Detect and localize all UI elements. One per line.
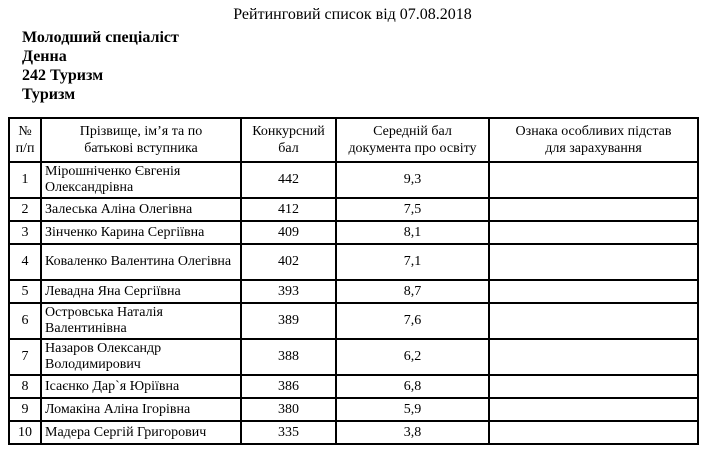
special-grounds-cell (489, 303, 698, 339)
header-line: № (18, 124, 32, 139)
program-form: Денна (22, 48, 67, 65)
special-grounds-cell (489, 339, 698, 375)
col-header-name (41, 118, 241, 162)
average-score-cell: 8,7 (336, 280, 489, 303)
special-grounds-cell (489, 162, 698, 198)
applicant-name-cell: Ісаєнко Дар`я Юріївна (41, 375, 241, 398)
competitive-score-cell: 412 (241, 198, 336, 221)
table-header-row (9, 118, 698, 162)
competitive-score-cell: 442 (241, 162, 336, 198)
page-title: Рейтинговий список від 07.08.2018 (233, 6, 472, 23)
competitive-score-cell: 393 (241, 280, 336, 303)
special-grounds-cell (489, 375, 698, 398)
header-line: Прізвище, ім’я та по (79, 124, 203, 139)
col-header-special-grounds (489, 118, 698, 162)
table-row (9, 280, 698, 303)
applicant-name-cell: Назаров Олександр Володимирович (41, 339, 241, 375)
competitive-score-cell: 388 (241, 339, 336, 375)
table-row (9, 375, 698, 398)
header-line: документа про освіту (348, 141, 477, 156)
row-number-cell: 10 (9, 421, 41, 444)
average-score-cell: 7,5 (336, 198, 489, 221)
table-row (9, 244, 698, 280)
table-row (9, 162, 698, 198)
special-grounds-cell (489, 421, 698, 444)
header-line: бал (278, 141, 299, 156)
competitive-score-cell: 409 (241, 221, 336, 244)
row-number-cell: 2 (9, 198, 41, 221)
table-row (9, 198, 698, 221)
row-number-cell: 1 (9, 162, 41, 198)
average-score-cell: 8,1 (336, 221, 489, 244)
competitive-score-cell: 380 (241, 398, 336, 421)
average-score-cell: 3,8 (336, 421, 489, 444)
row-number-cell: 7 (9, 339, 41, 375)
applicant-name-cell: Залеська Аліна Олегівна (41, 198, 241, 221)
competitive-score-cell: 335 (241, 421, 336, 444)
average-score-cell: 6,2 (336, 339, 489, 375)
header-line: Середній бал (373, 124, 452, 139)
competitive-score-cell: 389 (241, 303, 336, 339)
row-number-cell: 4 (9, 244, 41, 280)
col-header-number (9, 118, 41, 162)
special-grounds-cell (489, 280, 698, 303)
rating-table (8, 117, 699, 445)
program-name: Туризм (22, 86, 76, 103)
col-header-competitive-score (241, 118, 336, 162)
row-number-cell: 5 (9, 280, 41, 303)
program-specialty: 242 Туризм (22, 67, 104, 84)
row-number-cell: 3 (9, 221, 41, 244)
col-header-average-score (336, 118, 489, 162)
header-line: для зарахування (545, 141, 642, 156)
applicant-name-cell: Ломакіна Аліна Ігорівна (41, 398, 241, 421)
applicant-name-cell: Коваленко Валентина Олегівна (41, 244, 241, 280)
table-row (9, 221, 698, 244)
special-grounds-cell (489, 198, 698, 221)
row-number-cell: 9 (9, 398, 41, 421)
program-info (0, 28, 705, 104)
table-row (9, 421, 698, 444)
row-number-cell: 6 (9, 303, 41, 339)
header-line: п/п (15, 141, 35, 156)
program-degree: Молодший спеціаліст (22, 29, 179, 46)
average-score-cell: 6,8 (336, 375, 489, 398)
competitive-score-cell: 402 (241, 244, 336, 280)
applicant-name-cell: Мадера Сергій Григорович (41, 421, 241, 444)
special-grounds-cell (489, 244, 698, 280)
table-row (9, 398, 698, 421)
table-row (9, 303, 698, 339)
applicant-name-cell: Левадна Яна Сергіївна (41, 280, 241, 303)
header-line: Конкурсний (252, 124, 325, 139)
average-score-cell: 9,3 (336, 162, 489, 198)
applicant-name-cell: Зінченко Карина Сергіївна (41, 221, 241, 244)
average-score-cell: 7,1 (336, 244, 489, 280)
average-score-cell: 5,9 (336, 398, 489, 421)
special-grounds-cell (489, 398, 698, 421)
table-row (9, 339, 698, 375)
row-number-cell: 8 (9, 375, 41, 398)
header-line: батькові вступника (84, 141, 198, 156)
average-score-cell: 7,6 (336, 303, 489, 339)
applicant-name-cell: Мірошніченко Євгенія Олександрівна (41, 162, 241, 198)
competitive-score-cell: 386 (241, 375, 336, 398)
special-grounds-cell (489, 221, 698, 244)
header-line: Ознака особливих підстав (515, 124, 672, 139)
applicant-name-cell: Островська Наталія Валентинівна (41, 303, 241, 339)
